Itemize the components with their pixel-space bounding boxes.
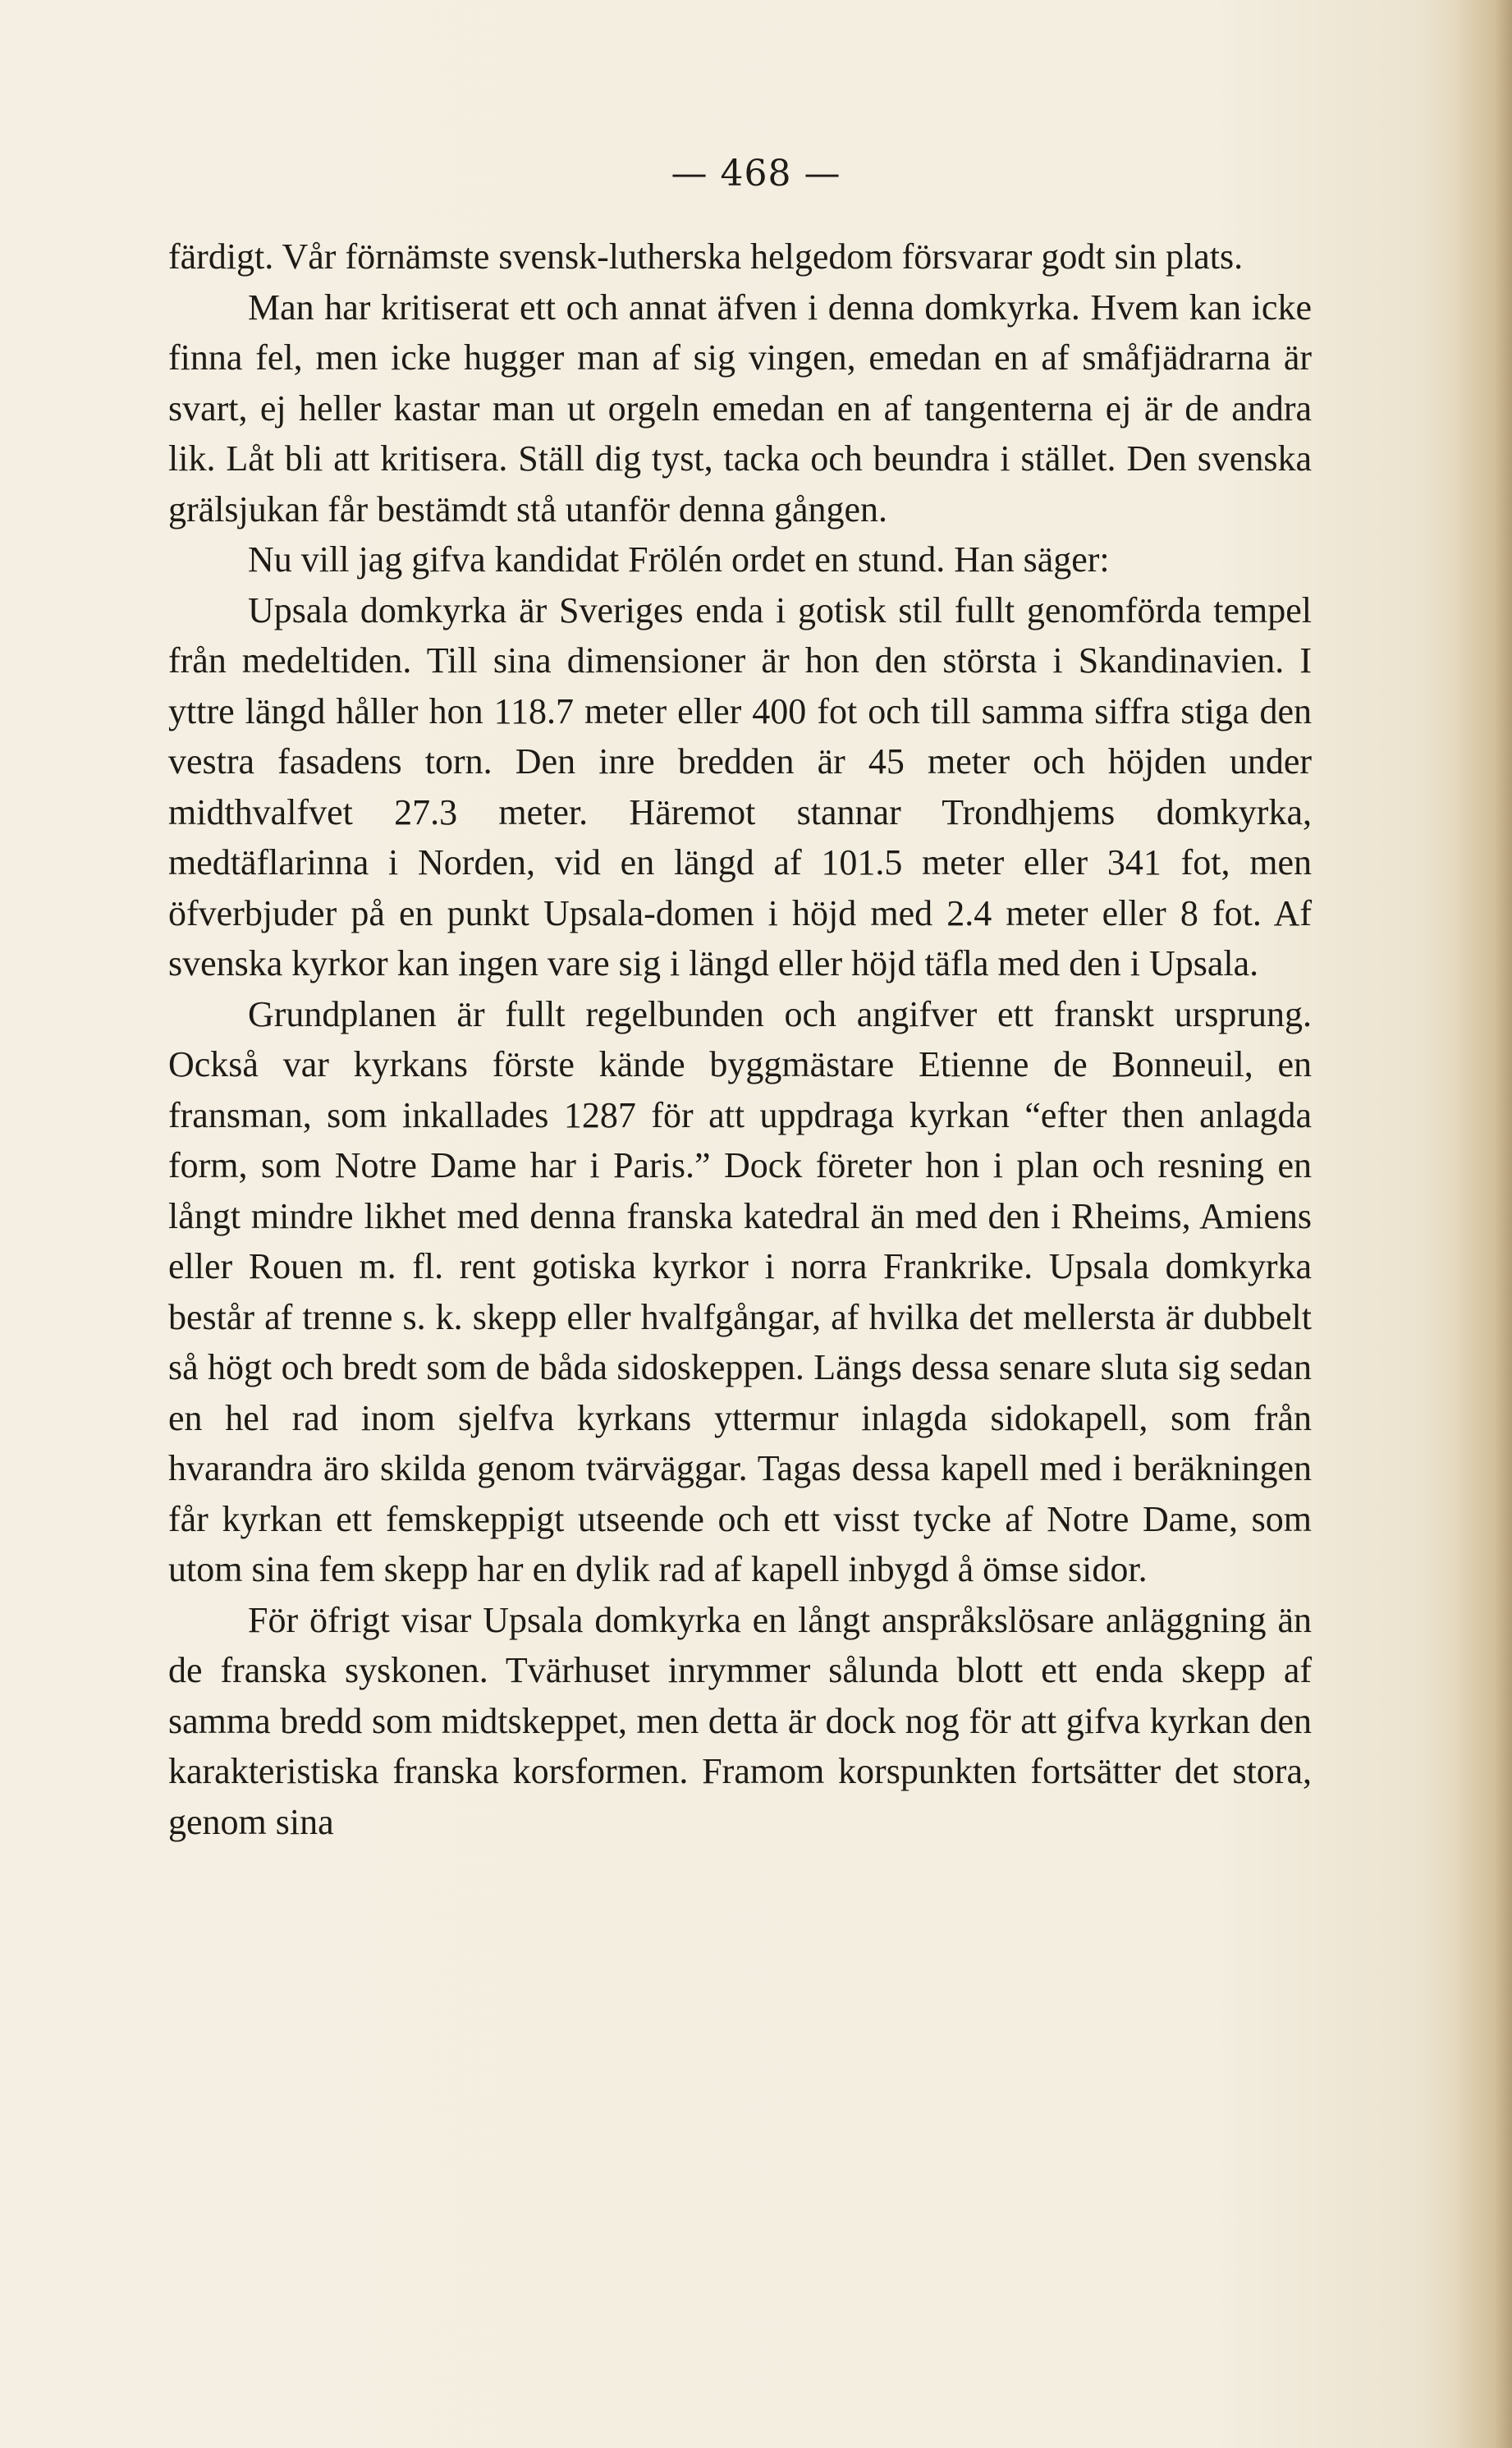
body-text bbox=[168, 232, 1312, 1847]
page-number: — 468 — bbox=[671, 153, 841, 195]
page-edge-shadow bbox=[1455, 0, 1512, 2448]
paragraph-4: Upsala domkyrka är Sveriges enda i gotisk stil fullt genomförda tempel från medeltiden. Till sina dimensioner är hon den största i Skandinavien. I yttre längd håller hon 118.7 meter eller 400 fot och till samma siffra stiga den vestra fasadens torn. Den inre bredden är 45 meter och höjden under midthvalfvet 27.3 meter. Häremot stannar Trondhjems domkyrka, medtäflarinna i Norden, vid en längd af 101.5 meter eller 341 fot, men öfverbjuder på en punkt Upsala-domen i höjd med 2.4 meter eller 8 fot. Af svenska kyrkor kan ingen vare sig i längd eller höjd täfla med den i Upsala. bbox=[168, 589, 1312, 983]
paragraph-5: Grundplanen är fullt regelbunden och angifver ett franskt ursprung. Också var kyrkans förste kände byggmästare Etienne de Bonneuil, en fransman, som inkallades 1287 för att uppdraga kyrkan “efter then anlagda form, som Notre Dame har i Paris.” Dock företer hon i plan och resning en långt mindre likhet med denna franska katedral än med den i Rheims, Amiens eller Rouen m. fl. rent gotiska kyrkor i norra Frankrike. Upsala domkyrka består af trenne s. k. skepp eller hvalfgångar, af hvilka det mellersta är dubbelt så högt och bredt som de båda sidoskeppen. Längs dessa senare sluta sig sedan en hel rad inom sjelfva kyrkans yttermur inlagda sidokapell, som från hvarandra äro skilda genom tvärväggar. Tagas dessa kapell med i beräkningen får kyrkan ett femskeppigt utseende och ett visst tycke af Notre Dame, som utom sina fem skepp har en dylik rad af kapell inbygd å ömse sidor. bbox=[168, 993, 1312, 1589]
paragraph-3: Nu vill jag gifva kandidat Frölén ordet en stund. Han säger: bbox=[248, 539, 1110, 580]
paragraph-6: För öfrigt visar Upsala domkyrka en långt anspråkslösare anläggning än de franska syskonen. Tvärhuset inrymmer sålunda blott ett enda skepp af samma bredd som midtskeppet, men detta är dock nog för att gifva kyrkan den karakteristiska franska korsformen. Framom korspunkten fortsätter det stora, genom sina bbox=[168, 1599, 1312, 1842]
paragraph-2: Man har kritiserat ett och annat äfven i denna domkyrka. Hvem kan icke finna fel, men icke hugger man af sig vingen, emedan en af småfjädrarna är svart, ej heller kastar man ut orgeln emedan en af tangenterna ej är de andra lik. Låt bli att kritisera. Ställ dig tyst, tacka och beundra i stället. Den svenska grälsjukan får bestämdt stå utanför denna gången. bbox=[168, 287, 1312, 529]
paragraph-1: färdigt. Vår förnämste svensk-lutherska helgedom försvarar godt sin plats. bbox=[168, 236, 1244, 277]
